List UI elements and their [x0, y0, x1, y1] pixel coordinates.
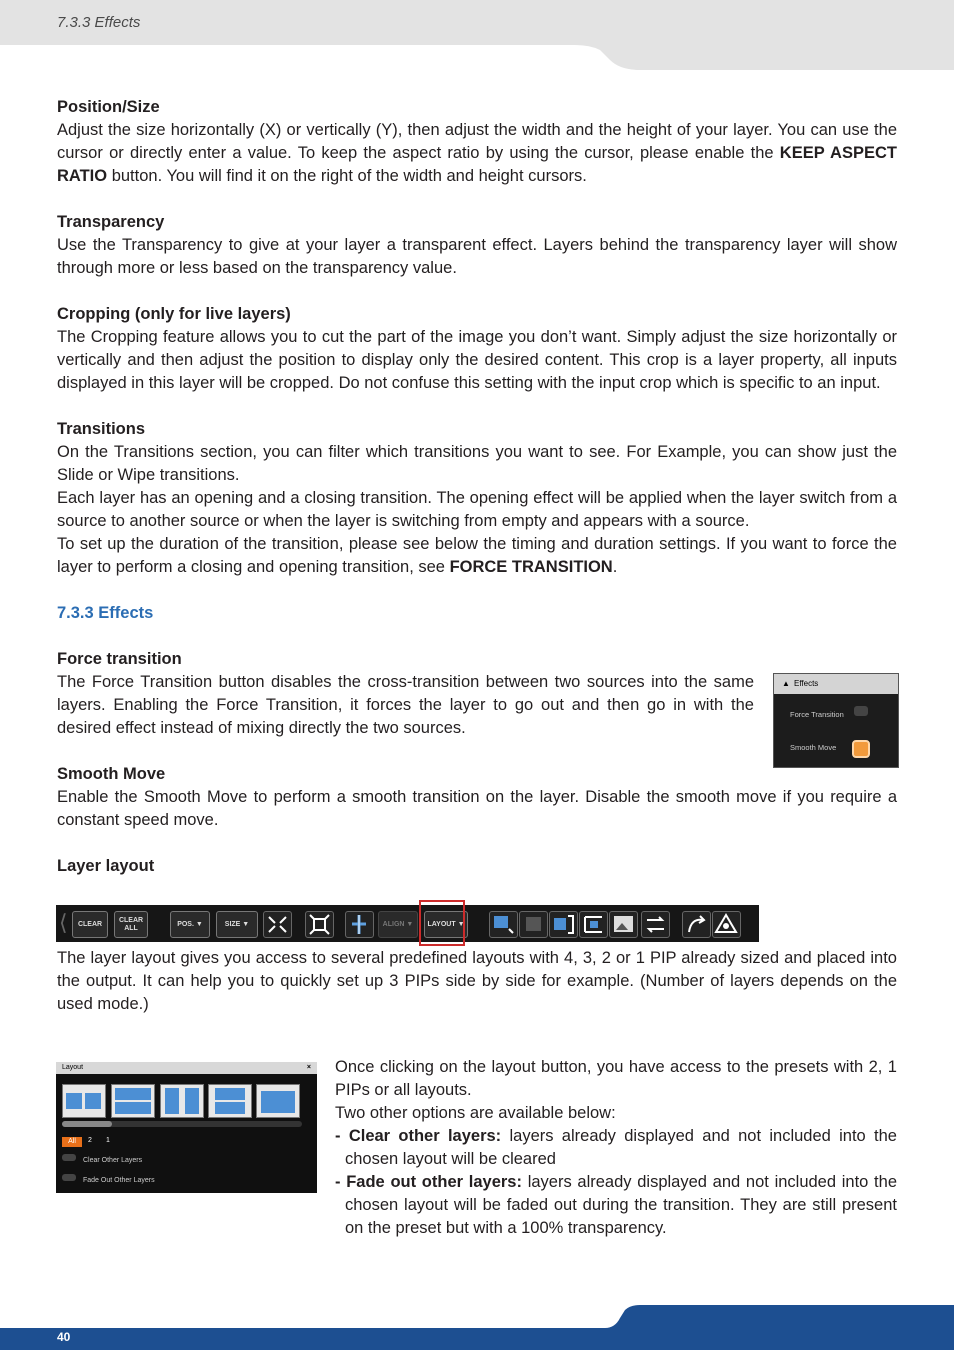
position-size-text: Adjust the size horizontally (X) or vertically (Y), then adjust the width and the height of your layer. You can use the cursor or directly enter a value. To keep the aspect ratio by using the cursor, please enable the KEEP ASPECT RATIO button. You will find it on the right of the width and height cursors. — [57, 121, 897, 185]
tab-all[interactable]: All — [62, 1137, 82, 1147]
smooth-move-heading: Smooth Move — [57, 765, 166, 783]
layout-preset-1-pip[interactable] — [256, 1084, 300, 1118]
layout-panel-header — [56, 1062, 317, 1074]
layout-preset-3-pip[interactable] — [111, 1084, 155, 1118]
layout-preset-4-pip[interactable] — [62, 1084, 106, 1118]
page-footer-shape — [0, 1300, 954, 1350]
effects-section-heading: 7.3.3 Effects — [57, 604, 154, 622]
clear-button[interactable]: CLEAR — [72, 911, 108, 938]
swap-arrows-icon[interactable] — [641, 911, 670, 938]
force-transition-label: Force Transition — [790, 710, 844, 719]
scrollbar-thumb[interactable] — [62, 1121, 112, 1127]
fade-out-layers-label: Fade Out Other Layers — [83, 1177, 155, 1184]
layout-preset-stack[interactable] — [208, 1084, 252, 1118]
layout-highlight-frame — [419, 900, 465, 946]
layout-panel — [56, 1062, 317, 1193]
transparency-heading: Transparency — [57, 213, 165, 231]
once-clicking-text: Once clicking on the layout button, you have access to the presets with 2, 1 PIPs or all layouts. — [335, 1058, 897, 1099]
layer-border-icon[interactable] — [579, 911, 608, 938]
smooth-move-toggle[interactable] — [852, 740, 870, 758]
pos-dropdown[interactable]: POS. ▼ — [170, 911, 210, 938]
force-transition-text: The Force Transition button disables the cross-transition between two sources into the same layers. Enabling the Force Transition, it forces the layer to go out and then go in with the desired effect instead of mixing directly the two sources. — [57, 673, 754, 737]
cropping-text: The Cropping feature allows you to cut the part of the image you don’t want. Simply adjust the size horizontally or vertically and then adjust the position to display only the desired content. This crop is a layer property, all inputs displayed in this layer will be cropped. Do not confuse this setting with the input crop which is specific to an input. — [57, 328, 897, 392]
layer-back-icon[interactable] — [519, 911, 548, 938]
layer-toolbar — [56, 905, 759, 942]
layer-swap-icon[interactable] — [549, 911, 578, 938]
tab-1[interactable]: 1 — [106, 1137, 110, 1144]
layout-panel-title: Layout — [62, 1064, 84, 1071]
force-transition-toggle[interactable] — [854, 706, 868, 716]
clear-other-layers-toggle[interactable] — [62, 1154, 76, 1161]
undo-curve-icon[interactable] — [682, 911, 711, 938]
expand-icon[interactable] — [305, 911, 334, 938]
transitions-text-1: On the Transitions section, you can filter which transitions you want to see. For Example, you can show just the Slide or Wipe transitions. — [57, 443, 897, 484]
smooth-move-label: Smooth Move — [790, 743, 837, 752]
two-options-text: Two other options are available below: — [335, 1104, 616, 1122]
cycle-icon[interactable] — [712, 911, 741, 938]
transitions-heading: Transitions — [57, 420, 146, 438]
align-dropdown[interactable]: ALIGN ▼ — [378, 911, 418, 938]
collapse-arrow-icon[interactable]: ▲ — [782, 679, 790, 688]
effects-panel-title: Effects — [794, 679, 819, 688]
image-layer-icon[interactable] — [609, 911, 638, 938]
option-clear-text: - Clear other layers: layers already displayed and not included into the chosen layout will be cleared — [335, 1127, 897, 1168]
main-content — [57, 96, 897, 1016]
layer-front-icon[interactable] — [489, 911, 518, 938]
clear-all-button[interactable]: CLEAR ALL — [114, 911, 148, 938]
layer-layout-heading: Layer layout — [57, 857, 155, 875]
fade-out-layers-toggle[interactable] — [62, 1174, 76, 1181]
smooth-move-text: Enable the Smooth Move to perform a smooth transition on the layer. Disable the smooth move if you require a constant speed move. — [57, 788, 897, 829]
transitions-text-2: Each layer has an opening and a closing transition. The opening effect will be applied when the layer switch from a source to another source or when the layer is switching from empty and appears with a source. — [57, 489, 897, 530]
page-number: 40 — [57, 1330, 71, 1344]
layout-dropdown[interactable]: LAYOUT ▼ — [424, 911, 468, 938]
layout-options-text — [335, 1056, 897, 1240]
effects-panel — [773, 673, 899, 768]
layout-scrollbar[interactable] — [62, 1121, 302, 1127]
header-title: 7.3.3 Effects — [57, 14, 141, 31]
center-align-icon[interactable] — [345, 911, 374, 938]
position-size-heading: Position/Size — [57, 98, 160, 116]
layer-layout-text: The layer layout gives you access to several predefined layouts with 4, 3, 2 or 1 PIP already sized and placed into the output. It can help you to quickly set up 3 PIPs side by side for example. (Number of layers depends on the used mode.) — [57, 949, 897, 1013]
clear-other-layers-label: Clear Other Layers — [83, 1157, 143, 1164]
close-icon[interactable]: × — [306, 1064, 311, 1071]
force-transition-heading: Force transition — [57, 650, 182, 668]
cropping-heading: Cropping (only for live layers) — [57, 305, 291, 323]
size-dropdown[interactable]: SIZE ▼ — [216, 911, 258, 938]
layout-preset-2-pip[interactable] — [160, 1084, 204, 1118]
tab-2[interactable]: 2 — [88, 1137, 92, 1144]
transparency-text: Use the Transparency to give at your layer a transparent effect. Layers behind the transparency layer will show through more or less based on the transparency value. — [57, 236, 897, 277]
shrink-icon[interactable] — [263, 911, 292, 938]
option-fade-text: - Fade out other layers: layers already displayed and not included into the chosen layout will be faded out during the transition. They are still present on the preset but with a 100% transparency. — [335, 1173, 897, 1237]
page-header-shape — [0, 0, 954, 70]
effects-panel-header — [774, 674, 898, 694]
transitions-text-3: To set up the duration of the transition, please see below the timing and duration settings. If you want to force the layer to perform a closing and opening transition, see FORCE TRANSITION. — [57, 535, 897, 576]
toolbar-handle-icon: ⟨ — [59, 910, 68, 935]
